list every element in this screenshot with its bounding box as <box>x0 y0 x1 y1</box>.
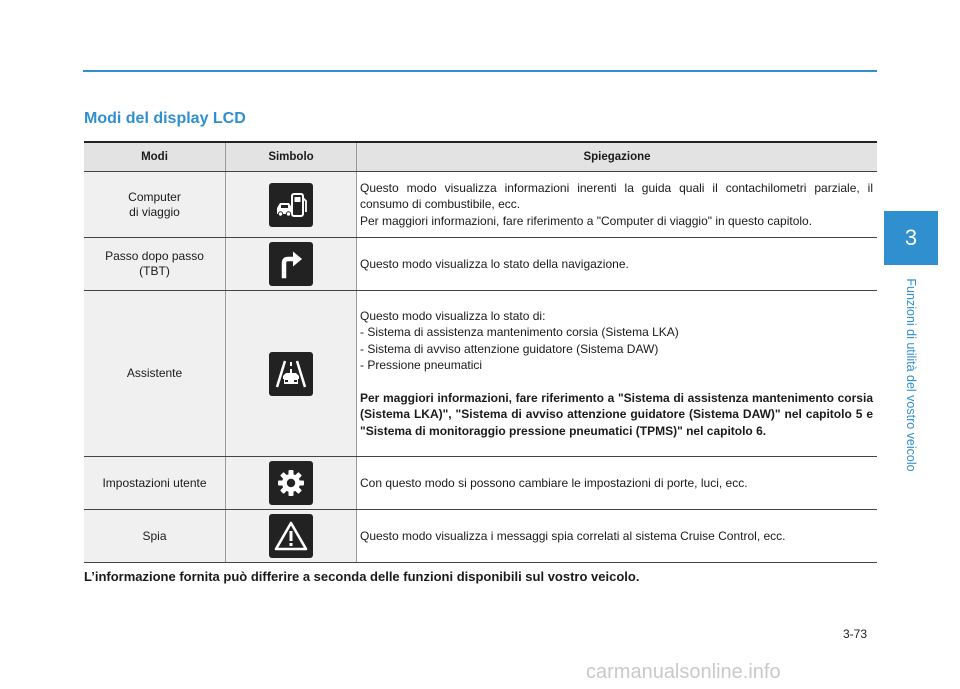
watermark: carmanualsonline.info <box>586 661 781 683</box>
table-row <box>84 457 877 510</box>
explanation-cell <box>357 510 878 563</box>
gear-icon <box>269 461 313 505</box>
mode-label-line: Assistente <box>126 366 183 380</box>
symbol-cell <box>226 457 357 510</box>
chapter-title-vertical: Funzioni di utilità del vostro veicolo <box>904 278 918 472</box>
mode-cell <box>84 238 226 291</box>
mode-label-line: Spia <box>142 528 167 543</box>
mode-label-line: Impostazioni utente <box>102 475 207 490</box>
warning-triangle-icon <box>269 514 313 558</box>
header-modi: Modi <box>84 142 226 172</box>
explanation-text: - Pressione pneumatici <box>360 358 483 373</box>
mode-label-line: Passo dopo passo <box>105 249 204 263</box>
mode-label-line: Computer <box>128 189 181 204</box>
mode-label-line: di viaggio <box>129 204 180 219</box>
explanation-cell <box>357 172 878 238</box>
table-row <box>84 172 877 238</box>
explanation-bold-text: Per maggiori informazioni, fare riferimento a "Sistema di assistenza mantenimento corsia (Sistema LKA)", "Sistema di avviso attenzione guidatore (Sistema DAW)" nel capitolo 5 e "Sistema di monitoraggio pressione pneumatici (TPMS)" nel capitolo 6. <box>360 390 873 438</box>
table-row <box>84 510 877 563</box>
explanation-text: Questo modo visualizza i messaggi spia correlati al sistema Cruise Control, ecc. <box>360 528 786 543</box>
header-spiegazione: Spiegazione <box>357 142 878 172</box>
explanation-cell <box>357 238 878 291</box>
section-title: Modi del display LCD <box>84 110 246 127</box>
explanation-text: Questo modo visualizza lo stato della navigazione. <box>360 256 629 271</box>
explanation-text: Questo modo visualizza informazioni inerenti la guida quali il contachilometri parziale, il consumo di combustibile, ecc. <box>360 180 873 212</box>
chapter-number-tab: 3 <box>884 211 938 265</box>
explanation-text: Con questo modo si possono cambiare le impostazioni di porte, luci, ecc. <box>360 475 748 490</box>
explanation-cell <box>357 457 878 510</box>
explanation-text: Questo modo visualizza lo stato di: <box>360 308 546 323</box>
mode-cell <box>84 457 226 510</box>
header-simbolo: Simbolo <box>226 142 357 172</box>
table-row <box>84 238 877 291</box>
lane-assist-icon <box>269 352 313 396</box>
explanation-text: Per maggiori informazioni, fare riferimento a "Computer di viaggio" in questo capitolo. <box>360 213 813 228</box>
fuel-car-icon <box>269 183 313 227</box>
mode-label-line: (TBT) <box>139 264 170 278</box>
page-number: 3-73 <box>843 627 868 641</box>
availability-note: L’informazione fornita può differire a seconda delle funzioni disponibili sul vostro veicolo. <box>84 569 640 584</box>
turn-right-arrow-icon <box>269 242 313 286</box>
table-row <box>84 291 877 457</box>
table-header-row <box>84 142 877 172</box>
lcd-modes-table <box>84 141 877 563</box>
symbol-cell <box>226 172 357 238</box>
mode-cell <box>84 510 226 563</box>
symbol-cell <box>226 291 357 457</box>
symbol-cell <box>226 238 357 291</box>
mode-cell <box>84 291 226 457</box>
mode-cell <box>84 172 226 238</box>
symbol-cell <box>226 510 357 563</box>
explanation-text: - Sistema di assistenza mantenimento corsia (Sistema LKA) <box>360 325 679 340</box>
top-rule <box>83 70 877 72</box>
explanation-text: - Sistema di avviso attenzione guidatore (Sistema DAW) <box>360 341 659 356</box>
explanation-cell <box>357 291 878 457</box>
